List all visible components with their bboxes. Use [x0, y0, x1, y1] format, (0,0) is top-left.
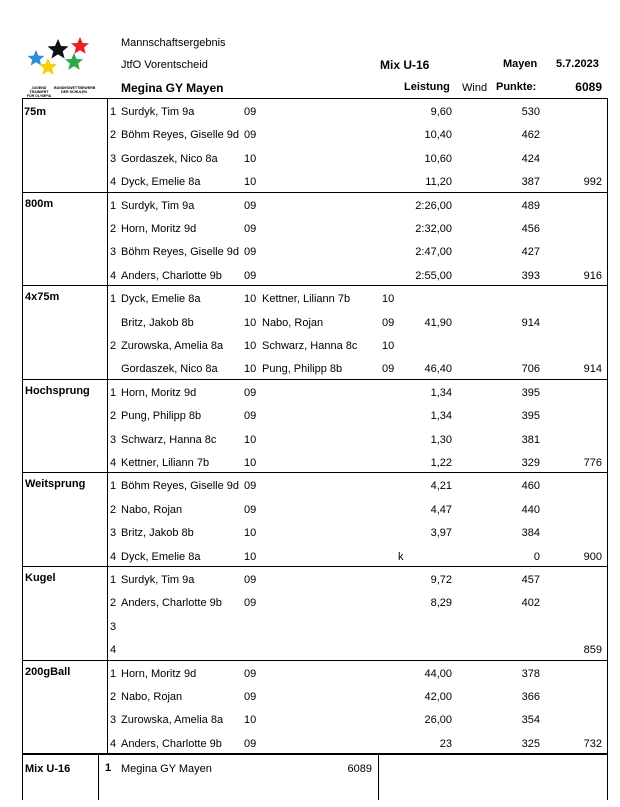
event-bottom-rule — [22, 566, 608, 567]
athlete-points: 395 — [521, 386, 540, 399]
footer-rule — [22, 754, 608, 755]
athlete-result: 4,21 — [430, 480, 452, 493]
athlete-rank: 4 — [110, 457, 117, 469]
athlete-rank: 3 — [110, 620, 117, 633]
athlete-name: Anders, Charlotte 9b — [121, 737, 222, 750]
athlete-rank: 3 — [110, 246, 117, 259]
athlete-name: Horn, Moritz 9d — [121, 667, 197, 680]
athlete-points: 460 — [521, 480, 540, 493]
event-bottom-rule — [22, 472, 608, 473]
col-wind-header: Wind — [462, 82, 488, 94]
athlete-result: 2:32,00 — [415, 223, 452, 235]
athlete-result: 1,30 — [430, 433, 452, 446]
athlete-name: Horn, Moritz 9d — [121, 223, 197, 235]
athlete-points: 393 — [521, 269, 540, 282]
athlete-result: 23 — [439, 737, 452, 750]
athlete-points: 424 — [521, 152, 540, 165]
event-subtotal: 732 — [583, 737, 602, 750]
event-name: 800m — [25, 197, 54, 210]
athlete-points: 366 — [521, 691, 540, 703]
col-punkte-header: Punkte: — [496, 81, 537, 93]
event-bottom-rule — [22, 660, 608, 661]
event-subtotal: 916 — [583, 269, 602, 282]
athlete-name: Anders, Charlotte 9b — [121, 269, 222, 282]
athlete-birth-year: 10 — [244, 433, 257, 446]
athlete-name: Böhm Reyes, Giselle 9d — [121, 129, 239, 142]
athlete-points: 381 — [521, 433, 540, 446]
event-divider — [107, 379, 108, 473]
footer-rank: 1 — [105, 762, 112, 774]
athlete-points: 0 — [533, 550, 540, 563]
athlete-birth-year: 10 — [244, 550, 257, 563]
event-name: Kugel — [25, 572, 56, 584]
athlete-result: 3,97 — [430, 527, 452, 540]
green-star-icon — [65, 53, 83, 70]
event-name: 4x75m — [25, 291, 60, 304]
athlete-points: 354 — [521, 714, 540, 727]
athlete-birth-year: 09 — [244, 199, 257, 212]
athlete-name: Dyck, Emelie 8a — [121, 293, 201, 306]
athlete-result: 9,72 — [430, 574, 452, 586]
athlete-rank: 2 — [110, 223, 117, 235]
athlete-name: Nabo, Rojan — [121, 691, 183, 703]
event-name: Hochsprung — [25, 384, 90, 397]
athlete-points: 384 — [521, 527, 540, 540]
athlete-result: 26,00 — [424, 714, 452, 727]
athlete-birth-year: 09 — [244, 737, 257, 750]
relay-athlete-birth-year: 10 — [382, 293, 395, 306]
event-left-border — [22, 472, 23, 566]
athlete-birth-year: 09 — [244, 503, 257, 516]
athlete-result: 44,00 — [424, 667, 452, 680]
yellow-star-icon — [39, 58, 57, 75]
event-subtotal: 992 — [583, 176, 602, 189]
athlete-rank: 1 — [110, 386, 117, 399]
athlete-rank: 1 — [110, 574, 117, 586]
event-subtotal: 914 — [583, 363, 602, 376]
result-flag: k — [398, 550, 404, 563]
athlete-points: 530 — [521, 106, 540, 118]
red-star-icon — [71, 37, 89, 54]
event-right-border — [607, 566, 608, 660]
athlete-points: 706 — [521, 363, 540, 376]
stars-logo-icon — [28, 34, 92, 84]
athlete-birth-year: 09 — [244, 667, 257, 680]
event-right-border — [607, 192, 608, 286]
athlete-rank: 1 — [110, 293, 117, 306]
athlete-points: 402 — [521, 597, 540, 610]
footer-left-border — [22, 754, 23, 800]
relay-athlete-birth-year: 09 — [382, 316, 395, 329]
athlete-name: Dyck, Emelie 8a — [121, 550, 201, 563]
athlete-rank: 1 — [110, 106, 117, 118]
athlete-rank: 3 — [110, 527, 117, 540]
event-right-border — [607, 285, 608, 379]
event-divider — [107, 98, 108, 192]
athlete-birth-year: 09 — [244, 480, 257, 493]
athlete-points: 378 — [521, 667, 540, 680]
event-right-border — [607, 379, 608, 473]
athlete-points: 329 — [521, 457, 540, 469]
event-name: Weitsprung — [25, 478, 86, 491]
athlete-rank: 2 — [110, 129, 117, 142]
athlete-name: Nabo, Rojan — [121, 503, 183, 516]
athlete-birth-year: 09 — [244, 574, 257, 586]
event-divider — [107, 660, 108, 754]
event-right-border — [607, 98, 608, 192]
athlete-name: Britz, Jakob 8b — [121, 316, 194, 329]
athlete-result: 1,34 — [430, 386, 452, 399]
event-left-border — [22, 285, 23, 379]
athlete-rank: 3 — [110, 714, 117, 727]
athlete-result: 10,60 — [424, 152, 452, 165]
category-label: Mix U-16 — [380, 58, 430, 72]
athlete-rank: 1 — [110, 480, 117, 493]
athlete-name: Horn, Moritz 9d — [121, 386, 197, 399]
event-divider — [107, 192, 108, 286]
event-left-border — [22, 660, 23, 754]
athlete-birth-year: 10 — [244, 316, 257, 329]
athlete-name: Böhm Reyes, Giselle 9d — [121, 480, 239, 493]
athlete-rank: 1 — [110, 199, 117, 212]
event-name: 75m — [24, 106, 47, 118]
event-subtotal: 900 — [583, 550, 602, 563]
athlete-points: 440 — [521, 503, 540, 516]
event-subtotal: 776 — [583, 457, 602, 469]
col-leistung-header: Leistung — [404, 81, 450, 93]
athlete-name: Schwarz, Hanna 8c — [121, 433, 217, 446]
athlete-points: 489 — [521, 199, 540, 212]
event-divider — [107, 472, 108, 566]
athlete-result: 1,22 — [430, 457, 452, 469]
athlete-result: 41,90 — [424, 316, 452, 329]
athlete-name: Anders, Charlotte 9b — [121, 597, 222, 610]
athlete-result: 9,60 — [430, 106, 452, 118]
athlete-points: 914 — [521, 316, 540, 329]
event-left-border — [22, 379, 23, 473]
athlete-birth-year: 09 — [244, 223, 257, 235]
athlete-result: 10,40 — [424, 129, 452, 142]
athlete-points: 457 — [521, 574, 540, 586]
athlete-points: 462 — [521, 129, 540, 142]
event-bottom-rule — [22, 285, 608, 286]
athlete-rank: 2 — [110, 503, 117, 516]
event-right-border — [607, 660, 608, 754]
logo-caption-right: BUNDESWETTBEWERB DER SCHULEN — [54, 86, 96, 95]
footer-divider-2 — [378, 754, 379, 800]
event-subtotal: 859 — [583, 644, 602, 657]
black-star-icon — [48, 39, 69, 59]
athlete-name: Britz, Jakob 8b — [121, 527, 194, 540]
competition-name: JtfO Vorentscheid — [121, 59, 208, 71]
athlete-rank: 2 — [110, 691, 117, 703]
athlete-name: Pung, Philipp 8b — [121, 410, 202, 423]
athlete-birth-year: 10 — [244, 714, 257, 727]
athlete-rank: 4 — [110, 176, 117, 189]
athlete-points: 395 — [521, 410, 540, 423]
footer-total: 6089 — [347, 763, 372, 775]
athlete-name: Böhm Reyes, Giselle 9d — [121, 246, 239, 259]
athlete-points: 387 — [521, 176, 540, 189]
athlete-rank: 4 — [110, 644, 117, 657]
athlete-rank: 2 — [110, 410, 117, 423]
jtfo-logo — [28, 34, 92, 87]
athlete-name: Surdyk, Tim 9a — [121, 199, 195, 212]
athlete-birth-year: 10 — [244, 152, 257, 165]
athlete-rank: 4 — [110, 269, 117, 282]
event-left-border — [22, 98, 23, 192]
athlete-name: Surdyk, Tim 9a — [121, 574, 195, 586]
relay-athlete-name: Pung, Philipp 8b — [262, 363, 343, 376]
event-bottom-rule — [22, 192, 608, 193]
athlete-rank: 2 — [110, 340, 117, 352]
athlete-name: Zurowska, Amelia 8a — [121, 714, 224, 727]
athlete-birth-year: 10 — [244, 457, 257, 469]
athlete-name: Gordaszek, Nico 8a — [121, 363, 218, 376]
event-left-border — [22, 566, 23, 660]
athlete-birth-year: 09 — [244, 269, 257, 282]
footer-team: Megina GY Mayen — [121, 763, 212, 775]
athlete-result: 2:47,00 — [415, 246, 452, 259]
logo-caption-left: JUGEND TRAINIERT FÜR OLYMPIA — [26, 86, 52, 99]
athlete-birth-year: 09 — [244, 106, 257, 118]
athlete-name: Kettner, Liliann 7b — [121, 457, 210, 469]
event-divider — [107, 566, 108, 660]
footer-divider-1 — [98, 754, 99, 800]
report-type: Mannschaftsergebnis — [121, 37, 226, 49]
relay-athlete-birth-year: 09 — [382, 363, 395, 376]
venue: Mayen — [503, 58, 538, 70]
athlete-result: 42,00 — [424, 691, 452, 703]
athlete-result: 4,47 — [430, 503, 452, 516]
athlete-rank: 4 — [110, 737, 117, 750]
athlete-points: 427 — [521, 246, 540, 259]
athlete-rank: 3 — [110, 433, 117, 446]
event-name: 200gBall — [25, 665, 71, 678]
relay-athlete-name: Schwarz, Hanna 8c — [262, 340, 358, 352]
athlete-birth-year: 10 — [244, 176, 257, 189]
team-name: Megina GY Mayen — [121, 81, 224, 95]
athlete-birth-year: 09 — [244, 129, 257, 142]
event-left-border — [22, 192, 23, 286]
grand-total: 6089 — [575, 80, 602, 94]
blue-star-icon — [28, 50, 44, 66]
footer-right-border — [607, 754, 608, 800]
athlete-result: 2:55,00 — [415, 269, 452, 282]
athlete-result: 11,20 — [425, 176, 452, 189]
athlete-birth-year: 10 — [244, 527, 257, 540]
athlete-birth-year: 10 — [244, 363, 257, 376]
event-divider — [107, 285, 108, 379]
athlete-birth-year: 09 — [244, 597, 257, 610]
athlete-rank: 1 — [110, 667, 117, 680]
athlete-rank: 2 — [110, 597, 117, 610]
relay-athlete-name: Kettner, Liliann 7b — [262, 293, 351, 306]
athlete-birth-year: 10 — [244, 340, 257, 352]
athlete-points: 456 — [521, 223, 540, 235]
athlete-result: 8,29 — [430, 597, 452, 610]
athlete-name: Zurowska, Amelia 8a — [121, 340, 224, 352]
header-rule — [22, 98, 608, 99]
athlete-birth-year: 09 — [244, 386, 257, 399]
athlete-points: 325 — [521, 737, 540, 750]
athlete-result: 46,40 — [424, 363, 452, 376]
event-bottom-rule — [22, 379, 608, 380]
relay-athlete-name: Nabo, Rojan — [262, 316, 324, 329]
athlete-rank: 4 — [110, 550, 117, 563]
event-right-border — [607, 472, 608, 566]
relay-athlete-birth-year: 10 — [382, 340, 395, 352]
athlete-name: Surdyk, Tim 9a — [121, 106, 195, 118]
athlete-birth-year: 09 — [244, 410, 257, 423]
athlete-birth-year: 09 — [244, 691, 257, 703]
athlete-name: Gordaszek, Nico 8a — [121, 152, 218, 165]
athlete-birth-year: 09 — [244, 246, 257, 259]
athlete-rank: 3 — [110, 152, 117, 165]
athlete-result: 1,34 — [430, 410, 452, 423]
athlete-name: Dyck, Emelie 8a — [121, 176, 201, 189]
footer-category: Mix U-16 — [25, 763, 71, 775]
athlete-result: 2:26,00 — [415, 199, 452, 212]
event-date: 5.7.2023 — [556, 58, 599, 70]
athlete-birth-year: 10 — [244, 293, 257, 306]
